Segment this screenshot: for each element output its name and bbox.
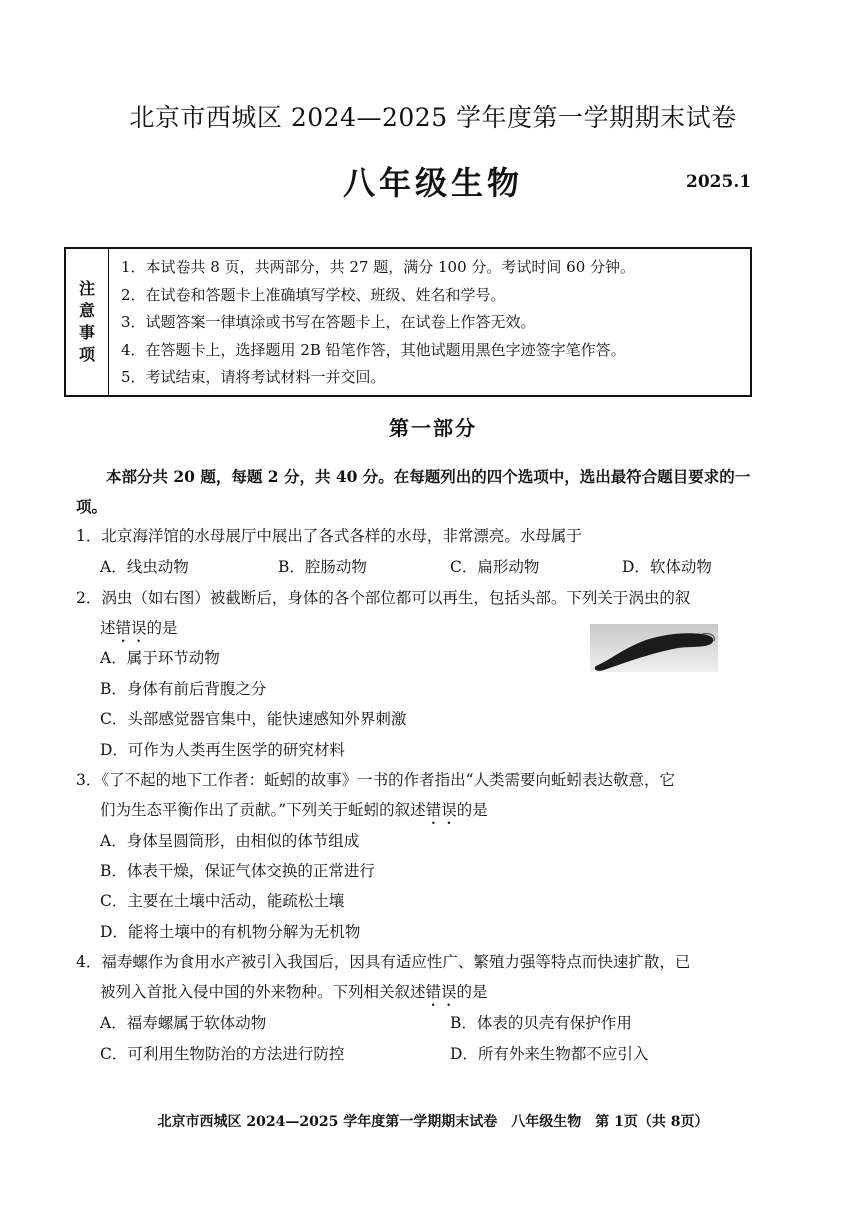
notice-item: 5．考试结束，请将考试材料一并交回。	[121, 368, 386, 386]
question-4-option-b: B．体表的贝壳有保护作用	[450, 1014, 632, 1032]
question-1-stem: 1．北京海洋馆的水母展厅中展出了各式各样的水母，非常漂亮。水母属于	[76, 527, 582, 545]
notice-item: 1．本试卷共 8 页，共两部分，共 27 题，满分 100 分。考试时间 60 分钟。	[121, 258, 636, 276]
stem-text: 被列入首批入侵中国的外来物种。下列相关叙述	[100, 983, 426, 1001]
emphasis-text: 错误	[425, 801, 457, 819]
question-1-option-a: A．线虫动物	[100, 558, 189, 576]
flatworm-image	[590, 624, 718, 672]
stem-text: 的是	[146, 619, 178, 637]
notice-label-char: 注	[78, 279, 95, 298]
stem-text: 们为生态平衡作出了贡献。”下列关于蚯蚓的叙述	[100, 801, 426, 819]
notice-item: 2．在试卷和答题卡上准确填写学校、班级、姓名和学号。	[121, 285, 506, 304]
flatworm-illustration	[590, 624, 718, 672]
exam-title: 北京市西城区 2024—2025 学年度第一学期期末试卷	[129, 103, 737, 132]
notice-item: 3．试题答案一律填涂或书写在答题卡上，在试卷上作答无效。	[121, 313, 536, 331]
page-footer: 北京市西城区 2024—2025 学年度第一学期期末试卷 八年级生物 第 1页（共 8页）	[157, 1114, 709, 1130]
notice-item: 4．在答题卡上，选择题用 2B 铅笔作答，其他试题用黑色字迹签字笔作答。	[121, 340, 626, 359]
notice-label-char: 项	[78, 345, 95, 364]
notice-box	[64, 247, 752, 397]
question-4-option-d: D．所有外来生物都不应引入	[450, 1045, 649, 1063]
question-2-option-c: C．头部感觉器官集中，能快速感知外界刺激	[100, 710, 407, 728]
exam-subject: 八年级生物	[342, 164, 523, 202]
question-3-option-c: C．主要在土壤中活动，能疏松土壤	[100, 892, 345, 910]
question-4-stem-line1: 4．福寿螺作为食用水产被引入我国后，因具有适应性广、繁殖力强等特点而快速扩散，已	[76, 953, 691, 971]
notice-label-char: 事	[78, 323, 95, 342]
question-3-stem-line1: 3．《了不起的地下工作者：蚯蚓的故事》一书的作者指出“人类需要向蚯蚓表达敬意，它	[76, 771, 676, 789]
question-3-option-a: A．身体呈圆筒形，由相似的体节组成	[100, 832, 360, 850]
notice-label-char: 意	[78, 301, 95, 320]
exam-date: 2025.1	[686, 172, 752, 192]
question-4-option-c: C．可利用生物防治的方法进行防控	[100, 1045, 345, 1063]
question-2-option-b: B．身体有前后背腹之分	[100, 680, 267, 698]
question-3-stem-line2	[100, 798, 488, 828]
stem-text: 的是	[456, 801, 488, 819]
question-1-option-b: B．腔肠动物	[278, 558, 367, 576]
emphasis-text: 错误	[425, 983, 457, 1001]
section-intro: 本部分共 20 题，每题 2 分，共 40 分。在每题列出的四个选项中，选出最符合题目要求的一项。	[76, 467, 751, 516]
question-1-option-c: C．扁形动物	[450, 558, 540, 576]
question-4-option-a: A．福寿螺属于软体动物	[100, 1014, 267, 1032]
notice-label	[66, 249, 109, 395]
question-4-stem-line2	[100, 980, 488, 1010]
question-2-stem-line2	[100, 616, 178, 646]
question-3-option-d: D．能将土壤中的有机物分解为无机物	[100, 923, 361, 941]
question-2-stem-line1: 2．涡虫（如右图）被截断后，身体的各个部位都可以再生，包括头部。下列关于涡虫的叙	[76, 589, 691, 607]
stem-text: 述	[100, 619, 116, 637]
question-2-option-a: A．属于环节动物	[100, 649, 220, 667]
question-1-option-d: D．软体动物	[622, 558, 712, 576]
emphasis-text: 错误	[115, 619, 147, 637]
question-2-option-d: D．可作为人类再生医学的研究材料	[100, 741, 345, 759]
question-3-option-b: B．体表干燥，保证气体交换的正常进行	[100, 862, 375, 880]
notice-list	[109, 249, 750, 395]
stem-text: 的是	[456, 983, 488, 1001]
section-title: 第一部分	[389, 416, 477, 440]
